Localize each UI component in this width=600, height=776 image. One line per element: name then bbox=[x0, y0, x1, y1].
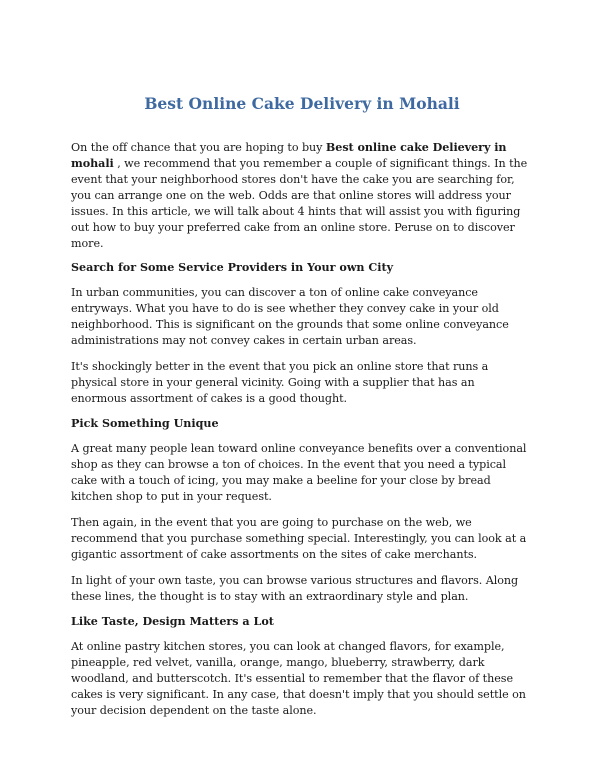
section-heading-service-providers: Search for Some Service Providers in Your own City bbox=[71, 261, 394, 274]
paragraph: It's shockingly better in the event that you pick an online store that runs a physical store in your general vicinity. Going with a supplier that has an enormous assortment of cakes is a good thought. bbox=[71, 360, 489, 405]
intro-text-before: On the off chance that you are hoping to buy bbox=[71, 141, 326, 154]
paragraph: At online pastry kitchen stores, you can look at changed flavors, for example, pineapple, red velvet, vanilla, orange, mango, blueberry, strawberry, dark woodland, and butterscotch. It's essential to remember that the flavor of these cakes is very significant. In any case, that doesn't imply that you should settle on your decision dependent on the taste alone. bbox=[71, 640, 526, 717]
paragraph: In light of your own taste, you can browse various structures and flavors. Along these lines, the thought is to stay with an extraordinary style and plan. bbox=[71, 574, 519, 603]
document-page bbox=[71, 0, 533, 719]
intro-paragraph bbox=[71, 140, 533, 252]
section-heading-design-matters: Like Taste, Design Matters a Lot bbox=[71, 615, 274, 628]
intro-text-after: , we recommend that you remember a couple of significant things. In the event that your neighborhood stores don't have the cake you are searching for, you can arrange one on the web. Odds are that online stores will address your issues. In this article, we will talk about 4 hints that will assist you with figuring out how to buy your preferred cake from an online store. Peruse on to discover more. bbox=[71, 157, 528, 250]
intro-keyword: Best online cake Delievery in mohali bbox=[71, 141, 507, 170]
paragraph: In urban communities, you can discover a ton of online cake conveyance entryways. What you have to do is see whether they convey cake in your old neighborhood. This is significant on the grounds that some online conveyance administrations may not convey cakes in certain urban areas. bbox=[71, 286, 509, 347]
paragraph: A great many people lean toward online conveyance benefits over a conventional shop as they can browse a ton of choices. In the event that you need a typical cake with a touch of icing, you may make a beeline for your close by bread kitchen shop to put in your request. bbox=[71, 442, 527, 503]
section-heading-pick-unique: Pick Something Unique bbox=[71, 417, 219, 430]
paragraph: Then again, in the event that you are going to purchase on the web, we recommend that you purchase something special. Interestingly, you can look at a gigantic assortment of cake assortments on the sites of cake merchants. bbox=[71, 516, 527, 561]
page-title: Best Online Cake Delivery in Mohali bbox=[144, 94, 460, 113]
